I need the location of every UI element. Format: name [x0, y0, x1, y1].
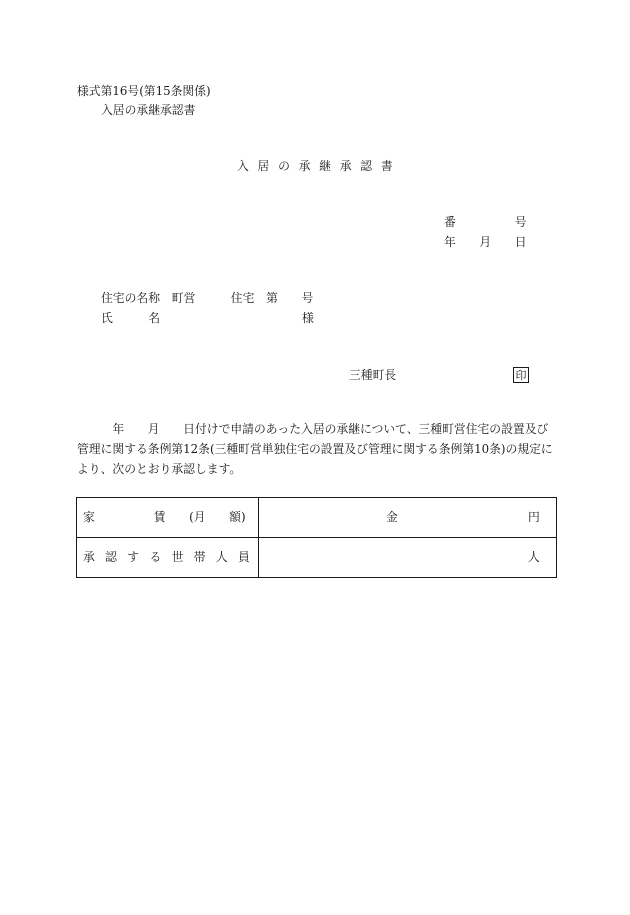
housing-name: 住宅の名称 町営 住宅 第 号 — [101, 291, 314, 305]
household-members-unit: 人 — [528, 550, 540, 564]
form-subtitle: 入居の承継承認書 — [101, 103, 196, 117]
body-line-2: 管理に関する条例第12条(三種町営単独住宅の設置及び管理に関する条例第10条)の規定に — [77, 442, 553, 456]
rent-amount-prefix: 金 — [386, 510, 398, 524]
table-column-divider — [258, 498, 259, 577]
seal-mark: 印 — [515, 368, 527, 382]
rent-label: 家 賃 (月 額) — [83, 510, 246, 524]
document-date: 年 月 日 — [444, 235, 527, 249]
document-title: 入 居 の 承 継 承 認 書 — [237, 159, 396, 173]
approval-table — [76, 497, 557, 578]
rent-amount-unit: 円 — [528, 510, 540, 524]
table-row-divider — [77, 537, 556, 538]
form-number: 様式第16号(第15条関係) — [77, 84, 211, 98]
issuer-name: 三種町長 — [349, 368, 397, 382]
recipient-name-label: 氏 名 — [101, 311, 160, 325]
body-line-1: 年 月 日付けで申請のあった入居の承継について、三種町営住宅の設置及び — [77, 422, 549, 436]
recipient-honorific: 様 — [302, 311, 314, 325]
seal-box — [513, 367, 529, 383]
body-line-3: より、次のとおり承認します。 — [77, 462, 242, 476]
household-members-label: 承 認 す る 世 帯 人 員 — [83, 550, 254, 564]
document-number: 番 号 — [444, 215, 527, 229]
